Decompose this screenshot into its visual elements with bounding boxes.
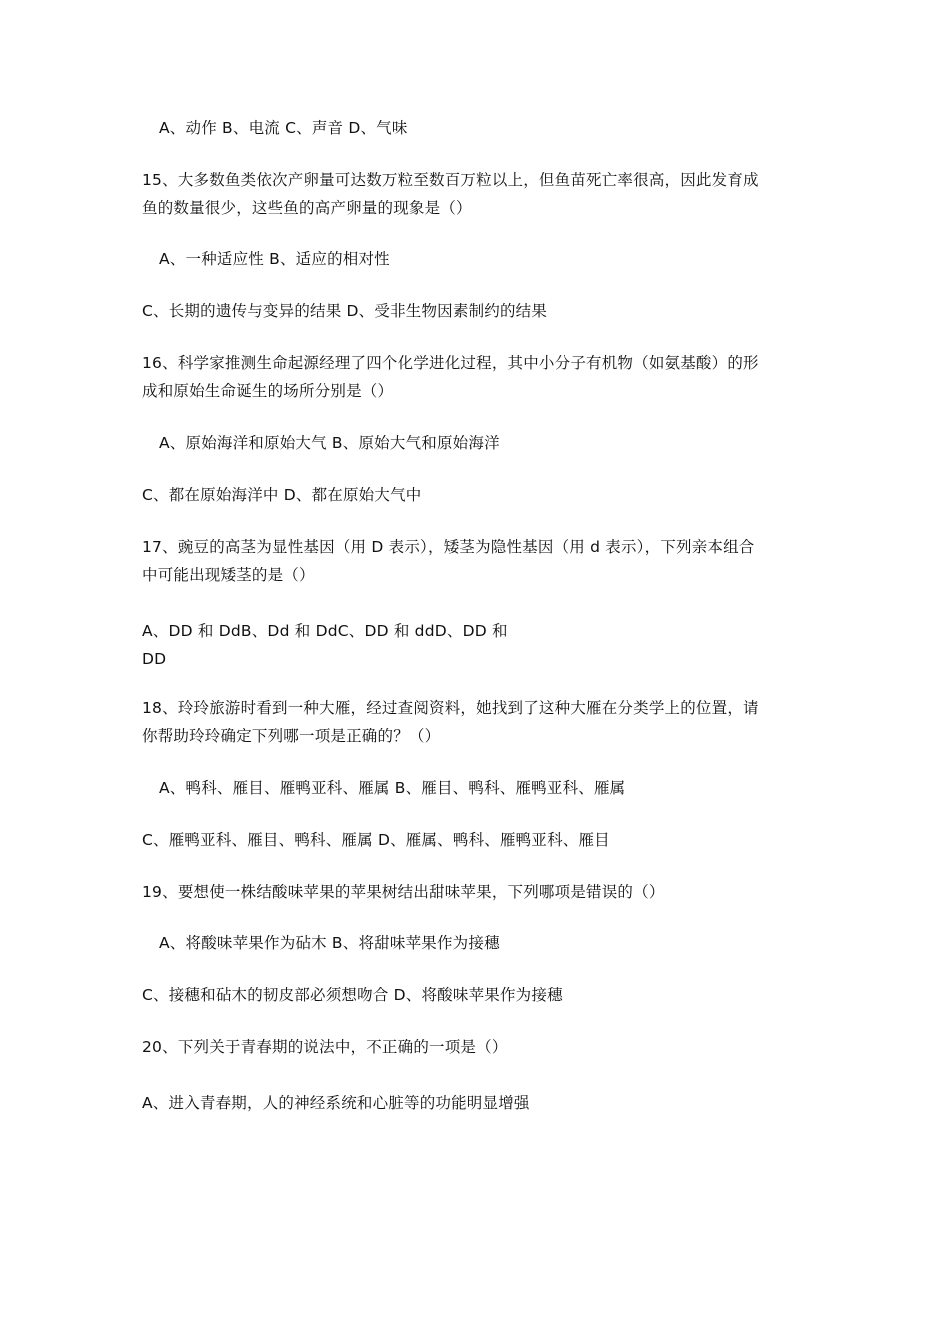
question-17-line-1: 17、豌豆的高茎为显性基因（用 D 表示），矮茎为隐性基因（用 d 表示），下列亲本组合	[142, 538, 755, 556]
question-20-line-1: 20、下列关于青春期的说法中，不正确的一项是（）	[142, 1038, 508, 1056]
option-line-18-cd: C、雁鸭亚科、雁目、鸭科、雁属 D、雁属、鸭科、雁鸭亚科、雁目	[142, 831, 610, 849]
question-16-line-2: 成和原始生命诞生的场所分别是（）	[142, 382, 394, 400]
option-line-20-a: A、进入青春期，人的神经系统和心脏等的功能明显增强	[142, 1094, 530, 1112]
option-line-16-ab: A、原始海洋和原始大气 B、原始大气和原始海洋	[159, 434, 500, 452]
option-line-14-answers: A、动作 B、电流 C、声音 D、气味	[159, 119, 408, 137]
question-18-line-2: 你帮助玲玲确定下列哪一项是正确的？（）	[142, 727, 441, 745]
question-16-line-1: 16、科学家推测生命起源经理了四个化学进化过程，其中小分子有机物（如氨基酸）的形	[142, 354, 759, 372]
question-15-line-2: 鱼的数量很少，这些鱼的高产卵量的现象是（）	[142, 199, 472, 217]
option-line-17-a: A、DD 和 DdB、Dd 和 DdC、DD 和 ddD、DD 和	[142, 622, 508, 640]
question-17-line-2: 中可能出现矮茎的是（）	[142, 566, 315, 584]
option-line-19-ab: A、将酸味苹果作为砧木 B、将甜味苹果作为接穗	[159, 934, 500, 952]
option-line-18-ab: A、鸭科、雁目、雁鸭亚科、雁属 B、雁目、鸭科、雁鸭亚科、雁属	[159, 779, 626, 797]
option-line-15-ab: A、一种适应性 B、适应的相对性	[159, 250, 390, 268]
option-line-16-cd: C、都在原始海洋中 D、都在原始大气中	[142, 486, 422, 504]
question-18-line-1: 18、玲玲旅游时看到一种大雁，经过查阅资料，她找到了这种大雁在分类学上的位置，请	[142, 699, 759, 717]
option-line-17-b: DD	[142, 650, 167, 668]
question-19-line-1: 19、要想使一株结酸味苹果的苹果树结出甜味苹果，下列哪项是错误的（）	[142, 883, 665, 901]
option-line-19-cd: C、接穗和砧木的韧皮部必须想吻合 D、将酸味苹果作为接穗	[142, 986, 563, 1004]
option-line-15-cd: C、长期的遗传与变异的结果 D、受非生物因素制约的结果	[142, 302, 548, 320]
question-15-line-1: 15、大多数鱼类依次产卵量可达数万粒至数百万粒以上，但鱼苗死亡率很高，因此发育成	[142, 171, 759, 189]
